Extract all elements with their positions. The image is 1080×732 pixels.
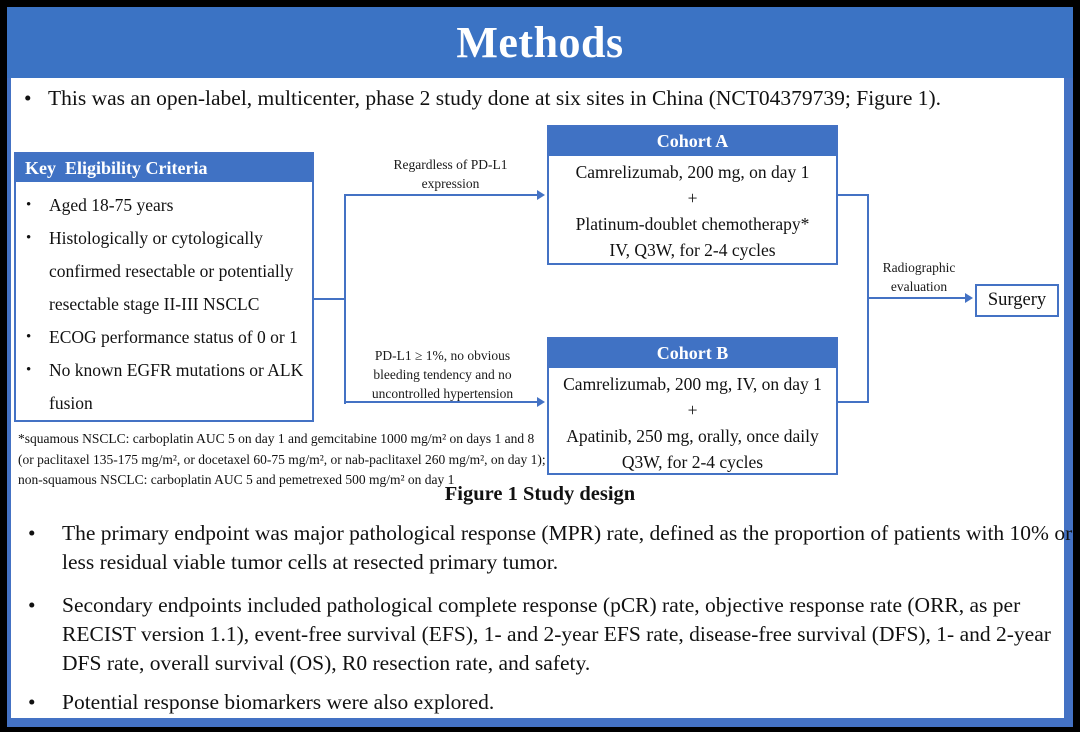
cohort-b-join-line bbox=[837, 401, 869, 403]
biomarkers-bullet bbox=[28, 688, 1080, 717]
arrow-line-to-surgery bbox=[869, 297, 967, 299]
title-banner bbox=[7, 7, 1073, 78]
cohort-a-line: Platinum-doublet chemotherapy* bbox=[575, 214, 810, 234]
cohort-b-line: Q3W, for 2-4 cycles bbox=[621, 452, 764, 472]
branch-label-top: Regardless of PD-L1 expression bbox=[393, 157, 508, 191]
eligibility-item: • Aged 18-75 years bbox=[16, 189, 308, 222]
cohort-a-box bbox=[547, 125, 838, 265]
biomarkers-text: Potential response biomarkers were also explored. bbox=[62, 690, 495, 714]
cohort-b-line: + bbox=[687, 400, 698, 420]
cohort-b-header: Cohort B bbox=[549, 339, 836, 368]
eligibility-item: • No known EGFR mutations or ALK fusion bbox=[16, 354, 308, 420]
page-title: Methods bbox=[456, 18, 624, 67]
cohort-a-line: IV, Q3W, for 2-4 cycles bbox=[609, 240, 776, 260]
primary-endpoint-bullet bbox=[28, 519, 1080, 577]
secondary-endpoints-text: Secondary endpoints included pathological complete response (pCR) rate, objective response rate (ORR, as per RECIST version 1.1), event-free survival (EFS), 1- and 2-year EFS rate, disease-free survival (DFS), 1- and 2-year DFS rate, overall survival (OS), R0 resection rate, and safety. bbox=[62, 593, 1051, 675]
radiographic-evaluation-label: Radiographic evaluation bbox=[882, 260, 956, 294]
eligibility-item: • Histologically or cytologically confirmed resectable or potentially resectable stage II-III NSCLC bbox=[16, 222, 308, 321]
secondary-endpoints-bullet bbox=[28, 591, 1080, 678]
cohort-b-line: Apatinib, 250 mg, orally, once daily bbox=[566, 426, 819, 446]
arrowhead-cohort-b-icon bbox=[537, 397, 545, 407]
cohort-a-header: Cohort A bbox=[549, 127, 836, 156]
eligibility-box bbox=[14, 152, 314, 422]
primary-endpoint-text: The primary endpoint was major pathological response (MPR) rate, defined as the proportion of patients with 10% or less residual viable tumor cells at resected primary tumor. bbox=[62, 521, 1073, 574]
cohort-a-line: Camrelizumab, 200 mg, on day 1 bbox=[575, 162, 810, 182]
surgery-box bbox=[975, 284, 1059, 317]
cohort-b-line: Camrelizumab, 200 mg, IV, on day 1 bbox=[563, 374, 822, 394]
cohort-b-box bbox=[547, 337, 838, 475]
branch-vertical-line bbox=[344, 195, 346, 404]
connector-line bbox=[313, 298, 346, 300]
arrowhead-cohort-a-icon bbox=[537, 190, 545, 200]
eligibility-item: • ECOG performance status of 0 or 1 bbox=[16, 321, 308, 354]
intro-bullet-text: This was an open-label, multicenter, phase 2 study done at six sites in China (NCT04379739; Figure 1). bbox=[48, 86, 942, 110]
branch-label-bottom: PD-L1 ≥ 1%, no obvious bleeding tendency and no uncontrolled hypertension bbox=[371, 348, 514, 401]
eligibility-list bbox=[16, 182, 312, 420]
figure-caption: Figure 1 Study design bbox=[444, 483, 636, 505]
cohort-a-line: + bbox=[687, 188, 698, 208]
eligibility-header: Key Eligibility Criteria bbox=[16, 154, 312, 182]
cohort-a-join-line bbox=[837, 194, 869, 196]
cohort-a-body bbox=[549, 156, 836, 263]
cohort-b-body bbox=[549, 368, 836, 475]
intro-bullet bbox=[24, 84, 1078, 113]
chemotherapy-footnote: *squamous NSCLC: carboplatin AUC 5 on day 1 and gemcitabine 1000 mg/m² on days 1 and 8 (or paclitaxel 135-175 mg/m², or docetaxel 60-75 mg/m², or nab-paclitaxel 260 mg/m², on day 1); non-squamous NSCLC: carboplatin AUC 5 and pemetrexed 500 mg/m² on day 1 bbox=[18, 431, 546, 487]
surgery-label: Surgery bbox=[987, 290, 1047, 310]
arrow-line-to-cohort-a bbox=[344, 194, 539, 196]
